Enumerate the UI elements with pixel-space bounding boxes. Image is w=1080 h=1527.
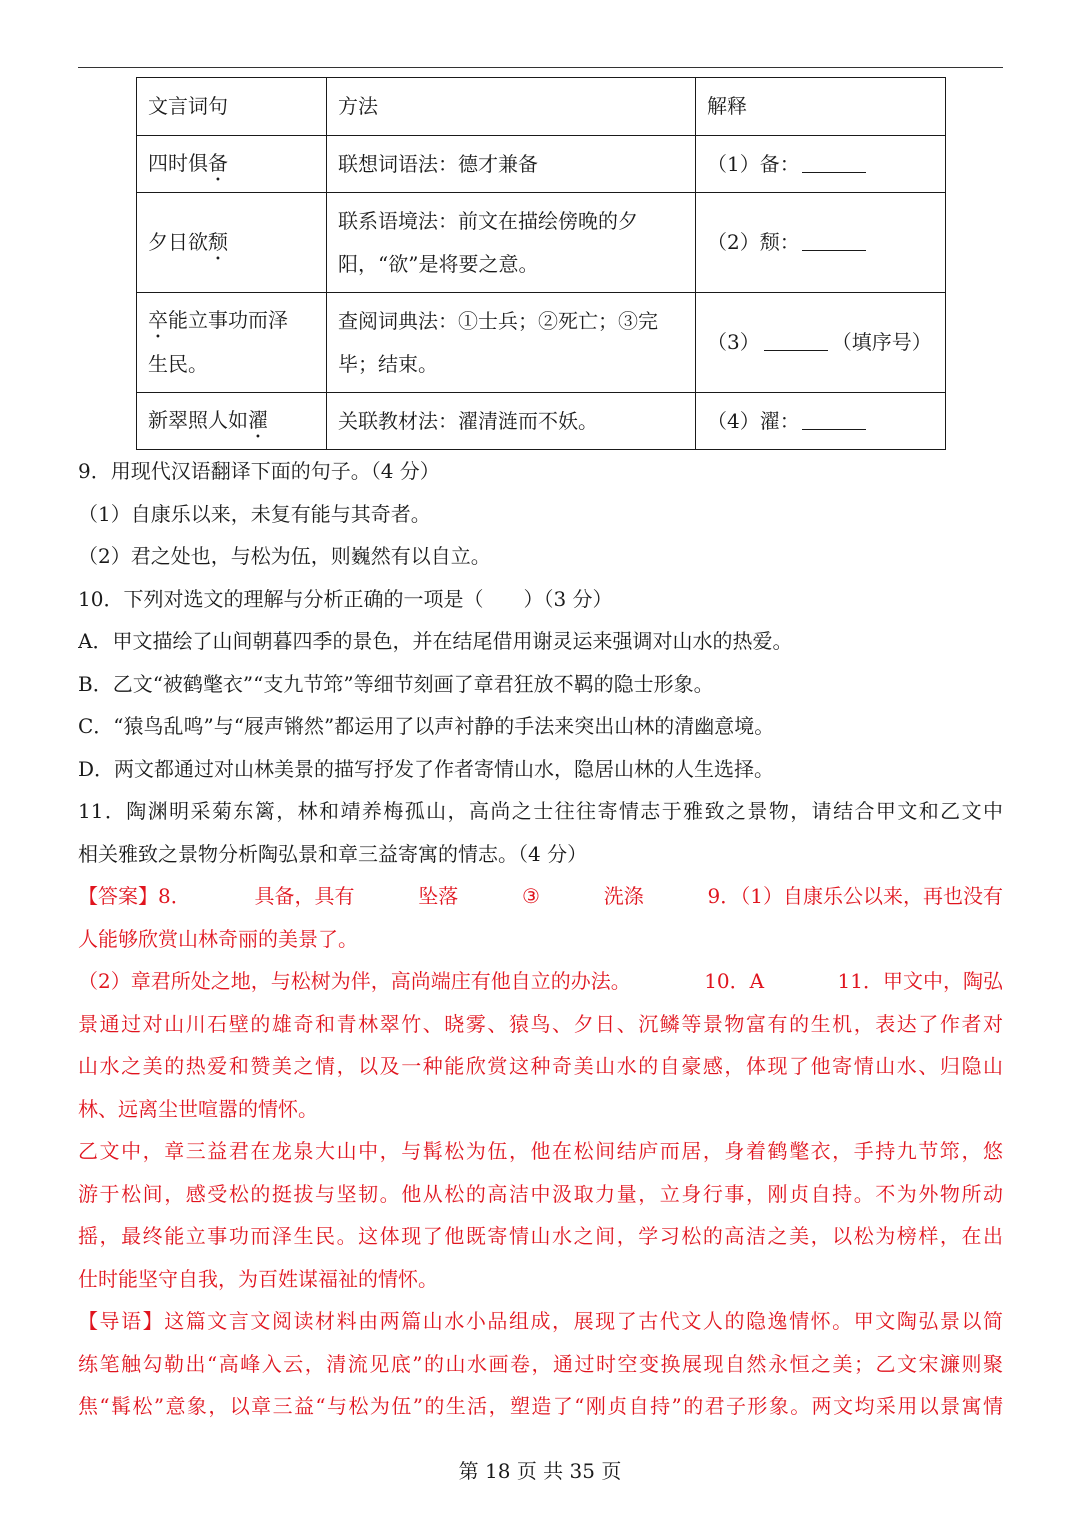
answer-line: 摇，最终能立事功而泽生民。这体现了他既寄情山水之间，学习松的高洁之美，以松为榜样，在出 [78, 1224, 1003, 1248]
answer-cell: （3） （填序号） [696, 293, 946, 393]
question-9-2: （2）君之处也，与松为伍，则巍然有以自立。 [78, 544, 491, 568]
answer-cell: （1）备： [696, 136, 946, 193]
method-cell: 关联教材法：濯清涟而不妖。 [327, 393, 696, 450]
table-row [137, 293, 946, 393]
page-number: 第 18 页 共 35 页 [458, 1459, 622, 1483]
answer-cell: （2）颓： [696, 193, 946, 293]
answer-10: 10．A [704, 969, 765, 993]
phrase-cell: 四时俱备 [137, 136, 327, 193]
method-cell: 联想词语法：德才兼备 [327, 136, 696, 193]
question-11-line: 相关雅致之景物分析陶弘景和章三益寄寓的情志。（4 分） [78, 841, 588, 866]
guide-line: 【导语】这篇文言文阅读材料由两篇山水小品组成，展现了古代文人的隐逸情怀。甲文陶弘景以简 [78, 1309, 1003, 1333]
option-a[interactable]: A．甲文描绘了山间朝暮四季的景色，并在结尾借用谢灵运来强调对山水的热爱。 [78, 629, 793, 653]
header-phrase: 文言词句 [137, 78, 327, 136]
answer-blank[interactable] [802, 230, 866, 251]
answer-8-1: 具备，具有 [254, 884, 355, 908]
question-11-line: 11．陶渊明采菊东篱，林和靖养梅孤山，高尚之士往往寄情志于雅致之景物，请结合甲文和乙文中 [78, 799, 1003, 823]
option-d[interactable]: D．两文都通过对山林美景的描写抒发了作者寄情山水，隐居山林的人生选择。 [78, 756, 775, 781]
phrase-cell: 夕日欲颓 [137, 193, 327, 293]
answer-line [78, 960, 1003, 1003]
answer-8-3: ③ [522, 884, 540, 908]
header-explanation: 解释 [696, 78, 946, 136]
vocab-table [136, 77, 946, 450]
answer-blank[interactable] [802, 152, 866, 173]
question-9: 9．用现代汉语翻译下面的句子。（4 分） [78, 459, 440, 483]
answer-8-4: 洗涤 [603, 884, 644, 908]
option-b[interactable]: B．乙文“被鹤氅衣”“支九节筇”等细节刻画了章君狂放不羁的隐士形象。 [78, 671, 714, 696]
answer-blank[interactable] [764, 330, 828, 351]
guide-line: 练笔触勾勒出“高峰入云，清流见底”的山水画卷，通过时空变换展现自然永恒之美；乙文宋濂则聚 [78, 1351, 1003, 1376]
answer-line: 仕时能坚守自我，为百姓谋福祉的情怀。 [78, 1266, 438, 1291]
answer-cell: （4）濯： [696, 393, 946, 450]
answer-line: 林、远离尘世喧嚣的情怀。 [78, 1096, 318, 1121]
answer-line: 乙文中，章三益君在龙泉大山中，与髯松为伍，他在松间结庐而居，身着鹤氅衣，手持九节筇，悠 [78, 1139, 1003, 1163]
question-10: 10．下列对选文的理解与分析正确的一项是（ ）（3 分） [78, 586, 613, 611]
answer-tag: 【答案】 [78, 884, 158, 908]
header-rule [78, 67, 1003, 68]
answer-blank[interactable] [802, 409, 866, 430]
answer-8-2: 坠落 [418, 884, 459, 908]
table-header-row [137, 78, 946, 136]
phrase-cell: 新翠照人如濯 [137, 393, 327, 450]
answer-line: 山水之美的热爱和赞美之情，以及一种能欣赏这种奇美山水的自豪感，体现了他寄情山水、归隐山 [78, 1054, 1003, 1078]
answer-line: 【答案】8． 具备，具有 坠落 ③ 洗涤 9．（1）自康乐公以来，再也没有 [78, 875, 1003, 918]
table-row [137, 393, 946, 450]
answer-line: 景通过对山川石壁的雄奇和青林翠竹、晓雾、猿鸟、夕日、沉鳞等景物富有的生机，表达了作者对 [78, 1011, 1003, 1036]
option-c[interactable]: C．“猿鸟乱鸣”与“屐声锵然”都运用了以声衬静的手法来突出山林的清幽意境。 [78, 714, 775, 738]
header-method: 方法 [327, 78, 696, 136]
guide-tag: 【导语】 [78, 1309, 165, 1333]
table-row [137, 136, 946, 193]
answer-line: 人能够欣赏山林奇丽的美景了。 [78, 926, 358, 951]
answer-11: 11．甲文中，陶弘 [837, 969, 1003, 993]
question-9-1: （1）自康乐以来，未复有能与其奇者。 [78, 501, 431, 526]
guide-line: 焦“髯松”意象，以章三益“与松为伍”的生活，塑造了“刚贞自持”的君子形象。两文均采用以景寓情 [78, 1394, 1003, 1418]
table-row [137, 193, 946, 293]
method-cell: 联系语境法：前文在描绘傍晚的夕 阳，“欲”是将要之意。 [327, 193, 696, 293]
method-cell: 查阅词典法：①士兵；②死亡；③完 毕；结束。 [327, 293, 696, 393]
phrase-cell: 卒能立事功而泽 生民。 [137, 293, 327, 393]
answer-line: 游于松间，感受松的挺拔与坚韧。他从松的高洁中汲取力量，立身行事，刚贞自持。不为外物所动 [78, 1181, 1003, 1206]
answer-9-1: 9．（1）自康乐公以来，再也没有 [707, 884, 1003, 908]
answer-9-2: （2）章君所处之地，与松树为伴，高尚端庄有他自立的办法。 [78, 969, 631, 993]
page-content [78, 450, 1003, 1428]
